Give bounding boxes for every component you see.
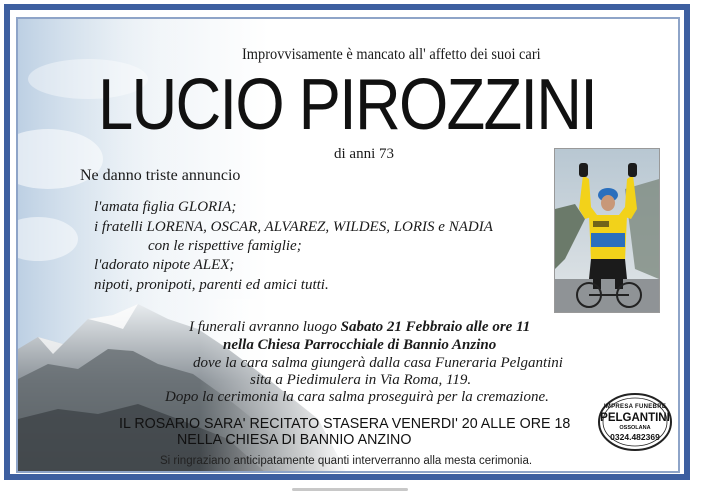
deceased-name: LUCIO PIROZZINI — [98, 65, 597, 145]
logo-town: OSSOLANA — [619, 425, 651, 431]
portrait-photo — [554, 148, 660, 313]
funeral-line-church: nella Chiesa Parrocchiale di Bannio Anzino — [223, 337, 497, 353]
funeral-line-arrival: dove la cara salma giungerà dalla casa Funeraria Pelgantini — [193, 355, 563, 371]
logo-brand: PELGANTINI — [600, 412, 670, 424]
age-line: di anni 73 — [334, 146, 394, 162]
family-line-daughter: l'amata figlia GLORIA; — [94, 199, 237, 215]
announcement-line: Ne danno triste annuncio — [80, 167, 241, 184]
logo-phone: 0324.482369 — [610, 432, 660, 442]
family-line-siblings: i fratelli LORENA, OSCAR, ALVAREZ, WILDES, LORIS e NADIA — [94, 219, 493, 235]
family-line-nephew: l'adorato nipote ALEX; — [94, 257, 235, 273]
funeral-home-logo — [597, 392, 673, 452]
intro-line: Improvvisamente è mancato all' affetto dei suoi cari — [242, 46, 541, 63]
funeral-line-cremation: Dopo la cerimonia la cara salma proseguirà per la cremazione. — [165, 389, 549, 405]
cyclist-photo — [555, 149, 659, 312]
rosary-line-2: NELLA CHIESA DI BANNIO ANZINO — [177, 431, 412, 448]
family-line-others: nipoti, pronipoti, parenti ed amici tutti. — [94, 277, 329, 293]
logo-top-text: IMPRESA FUNEBRE — [603, 404, 667, 410]
scroll-indicator — [292, 488, 408, 491]
obituary-card — [16, 17, 680, 473]
rosary-line-1: IL ROSARIO SARA' RECITATO STASERA VENERDI' 20 ALLE ORE 18 — [119, 415, 571, 432]
funeral-line-address: sita a Piedimulera in Via Roma, 119. — [250, 372, 472, 388]
family-line-families: con le rispettive famiglie; — [148, 238, 302, 254]
funeral-line-1: I funerali avranno luogo Sabato 21 Febbraio alle ore 11 — [189, 319, 531, 335]
thanks-line: Si ringraziano anticipatamente quanti interverranno alla mesta cerimonia. — [160, 455, 533, 467]
